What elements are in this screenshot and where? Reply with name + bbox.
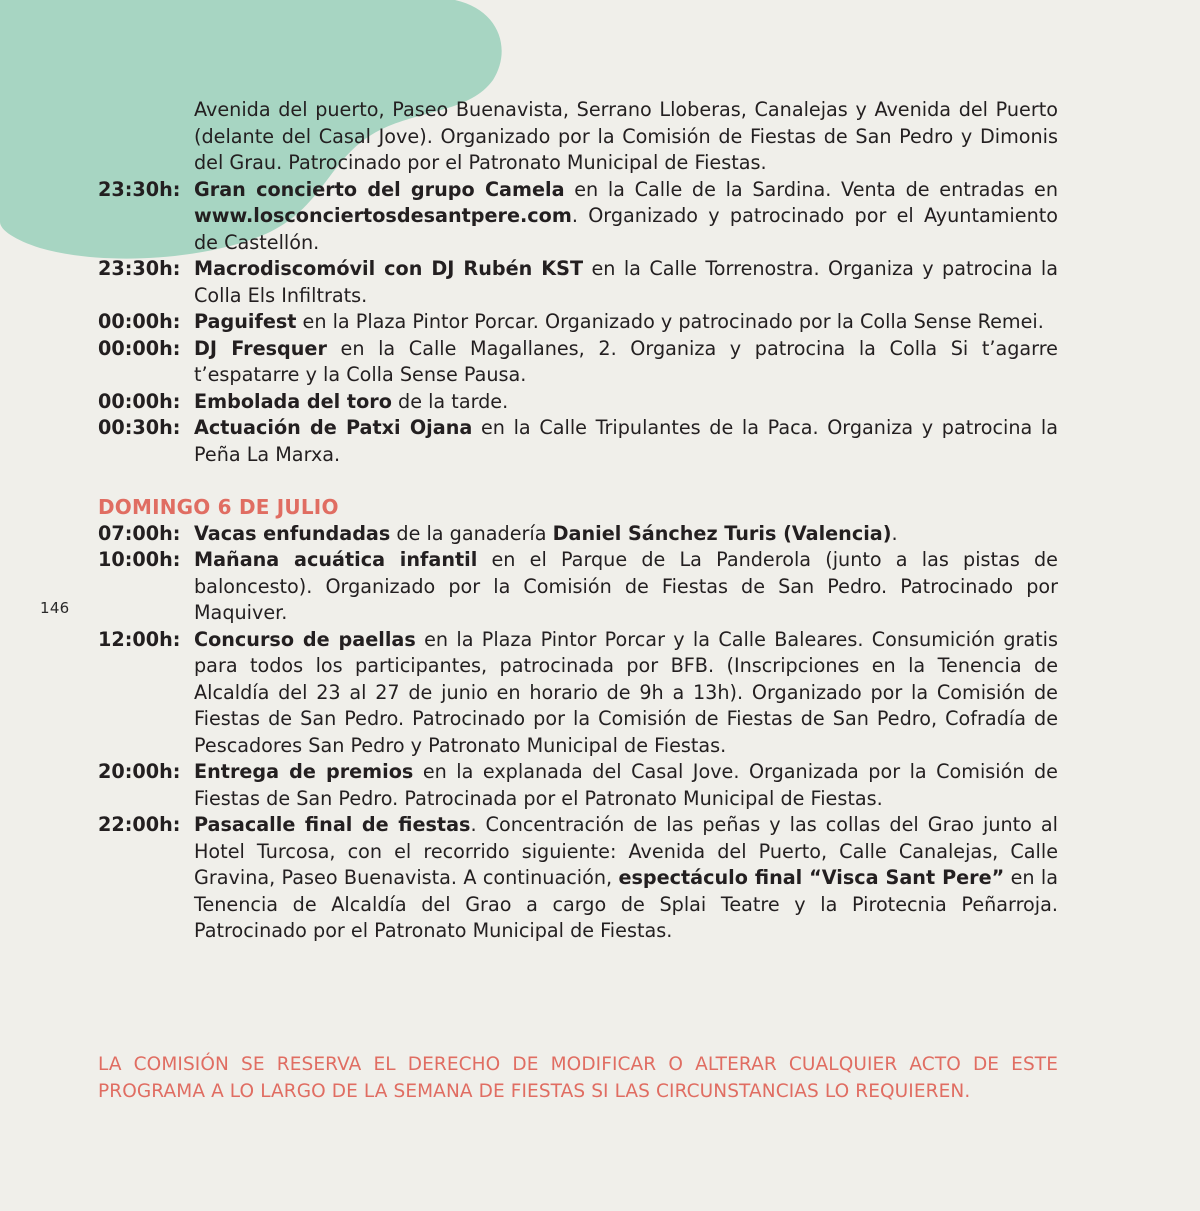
entry-description bbox=[194, 256, 1058, 309]
entry-time: 00:00h: bbox=[98, 336, 181, 360]
event-title: Embolada del toro bbox=[194, 389, 392, 413]
event-text: en la Tenencia de Alcaldía del Grao a cargo de Splai Teatre y la Pirotecnia Peñarroja. Patrocinado por el Patronato Municipal de Fiestas. bbox=[194, 866, 1058, 942]
entry-time: 22:00h: bbox=[98, 813, 181, 836]
event-highlight: espectáculo final “Visca Sant Pere” bbox=[618, 866, 1005, 889]
event-text: en la Calle Tripulantes de la Paca. Organiza y patrocina la Peña La Marxa. bbox=[194, 416, 1058, 466]
entry-time: 00:00h: bbox=[98, 389, 181, 413]
schedule-entry bbox=[98, 627, 1058, 760]
schedule-entry bbox=[98, 336, 1058, 389]
entry-time: 23:30h: bbox=[98, 257, 181, 280]
event-title: Actuación de Patxi Ojana bbox=[194, 416, 473, 439]
event-text: en la Calle Torrenostra. Organiza y patrocina la Colla Els Infiltrats. bbox=[194, 257, 1058, 307]
schedule-content bbox=[98, 97, 1058, 945]
entry-time: 00:30h: bbox=[98, 416, 181, 439]
schedule-entry bbox=[98, 309, 1058, 336]
entry-time: 20:00h: bbox=[98, 760, 181, 783]
entry-description bbox=[194, 812, 1058, 945]
event-website: www.losconciertosdesantpere.com bbox=[194, 204, 572, 227]
entry-description bbox=[194, 521, 1058, 548]
entry-description bbox=[194, 547, 1058, 627]
day-heading: DOMINGO 6 DE JULIO bbox=[98, 495, 339, 519]
event-text: en la Plaza Pintor Porcar. Organizado y patrocinado por la Colla Sense Remei. bbox=[296, 310, 1044, 333]
event-text: en el Parque de La Panderola (junto a las pistas de baloncesto). Organizado por la Comisión de Fiestas de San Pedro. Patrocinado por Maquiver. bbox=[194, 548, 1058, 624]
intro-text: Avenida del puerto, Paseo Buenavista, Serrano Lloberas, Canalejas y Avenida del Puerto (delante del Casal Jove). Organizado por la Comisión de Fiestas de San Pedro y Dimonis del Grau. Patrocinado por el Patronato Municipal de Fiestas. bbox=[194, 98, 1058, 174]
schedule-entry bbox=[98, 177, 1058, 257]
event-text: de la tarde. bbox=[391, 389, 509, 413]
schedule-entry bbox=[98, 521, 1058, 548]
schedule-entry bbox=[98, 256, 1058, 309]
event-text: en la Plaza Pintor Porcar y la Calle Baleares. Consumición gratis para todos los participantes, patrocinada por BFB. (Inscripciones en la Tenencia de Alcaldía del 23 al 27 de junio en horario de 9h a 13h). Organizado por la Comisión de Fiestas de San Pedro. Patrocinado por la Comisión de Fiestas de San Pedro, Cofradía de Pescadores San Pedro y Patronato Municipal de Fiestas. bbox=[194, 627, 1058, 757]
entry-time: 10:00h: bbox=[98, 548, 181, 571]
entry-time: 12:00h: bbox=[98, 627, 181, 651]
page-number: 146 bbox=[40, 599, 70, 617]
entries-day2 bbox=[98, 521, 1058, 945]
entry-description bbox=[194, 415, 1058, 468]
event-highlight: Daniel Sánchez Turis (Valencia) bbox=[552, 521, 892, 545]
schedule-entry bbox=[98, 389, 1058, 416]
event-title: Entrega de premios bbox=[194, 760, 414, 783]
entry-description bbox=[194, 309, 1058, 336]
event-title: Vacas enfundadas bbox=[194, 521, 391, 545]
event-title: Mañana acuática infantil bbox=[194, 548, 478, 571]
entry-time: 23:30h: bbox=[98, 177, 181, 201]
schedule-entry bbox=[98, 759, 1058, 812]
entries-day1 bbox=[98, 177, 1058, 469]
disclaimer-notice: LA COMISIÓN SE RESERVA EL DERECHO DE MODIFICAR O ALTERAR CUALQUIER ACTO DE ESTE PROGRAMA A LO LARGO DE LA SEMANA DE FIESTAS SI LAS CIRCUNSTANCIAS LO REQUIEREN. bbox=[98, 1054, 1058, 1102]
entry-description bbox=[194, 389, 1058, 416]
entry-description bbox=[194, 759, 1058, 812]
event-text: de la ganadería bbox=[390, 521, 553, 545]
event-title: Macrodiscomóvil con DJ Rubén KST bbox=[194, 257, 584, 280]
entry-description bbox=[194, 627, 1058, 760]
event-text: en la Calle Magallanes, 2. Organiza y patrocina la Colla Si t’agarre t’espatarre y la Colla Sense Pausa. bbox=[194, 336, 1058, 386]
event-title: Concurso de paellas bbox=[194, 627, 416, 651]
entry-time: 00:00h: bbox=[98, 310, 181, 333]
event-text: en la explanada del Casal Jove. Organizada por la Comisión de Fiestas de San Pedro. Patrocinada por el Patronato Municipal de Fiestas. bbox=[194, 760, 1058, 810]
entry-description bbox=[194, 177, 1058, 257]
entry-time: 07:00h: bbox=[98, 521, 181, 545]
event-title: Paguifest bbox=[194, 310, 297, 333]
entry-description bbox=[194, 336, 1058, 389]
event-title: DJ Fresquer bbox=[194, 336, 327, 360]
event-title: Gran concierto del grupo Camela bbox=[194, 177, 565, 201]
schedule-entry bbox=[98, 812, 1058, 945]
event-text: en la Calle de la Sardina. Venta de entradas en bbox=[564, 177, 1058, 201]
event-text: . Organizado y patrocinado por el Ayuntamiento de Castellón. bbox=[194, 204, 1058, 254]
event-text: . bbox=[891, 521, 898, 545]
event-title: Pasacalle final de fiestas bbox=[194, 813, 471, 836]
schedule-entry bbox=[98, 415, 1058, 468]
event-text: . Concentración de las peñas y las collas del Grao junto al Hotel Turcosa, con el recorrido siguiente: Avenida del Puerto, Calle Canalejas, Calle Gravina, Paseo Buenavista. A continuación, bbox=[194, 813, 1058, 889]
schedule-entry bbox=[98, 547, 1058, 627]
